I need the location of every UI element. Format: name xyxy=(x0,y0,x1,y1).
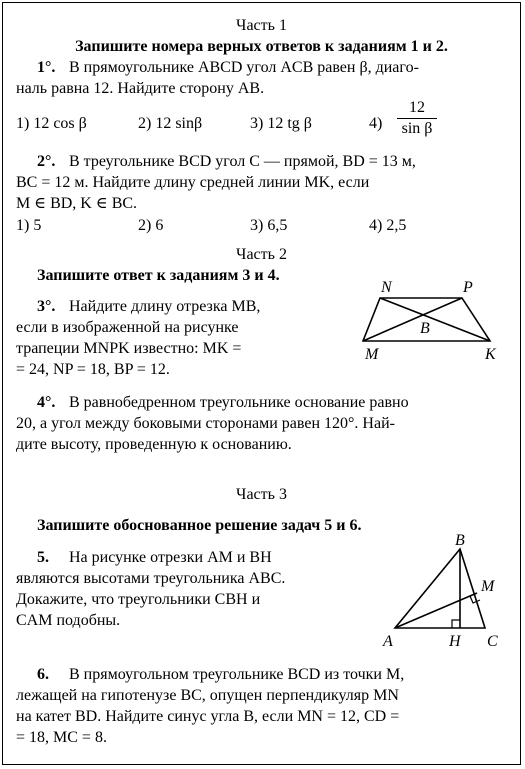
task1-answer-2: 2) 12 sinβ xyxy=(138,115,203,132)
task4-number: 4°. xyxy=(37,394,56,411)
trapezoid-diagonal-nk xyxy=(380,298,490,341)
label-a: A xyxy=(383,633,393,650)
task1-answer-4-label: 4) xyxy=(369,115,383,132)
task5-number: 5. xyxy=(37,549,49,566)
part2-heading: Часть 2 xyxy=(236,246,287,263)
task2-answer-2: 2) 6 xyxy=(138,217,164,234)
label-m: M xyxy=(365,346,379,363)
label-h: H xyxy=(449,633,461,650)
task1-number: 1°. xyxy=(37,59,56,76)
label-c: C xyxy=(487,633,498,650)
fraction-numerator: 12 xyxy=(409,99,425,116)
task2-number: 2°. xyxy=(37,153,56,170)
label-n: N xyxy=(381,279,392,296)
task1-answer-4-fraction xyxy=(397,98,437,139)
task2-line1: В треугольнике BCD угол C — прямой, BD = 13 м, xyxy=(69,153,416,170)
task6-line3: на катет BD. Найдите синус угла B, если MN = 12, CD = xyxy=(16,708,400,725)
task4-line3: дите высоту, проведенную к основанию. xyxy=(16,436,292,453)
task1-answer-1: 1) 12 cos β xyxy=(16,115,87,132)
part1-instruction: Запишите номера верных ответов к заданиям 1 и 2. xyxy=(75,38,448,55)
label-m: M xyxy=(481,578,495,595)
task6-line4: = 18, MC = 8. xyxy=(16,729,107,746)
label-k: K xyxy=(485,346,496,363)
task3-number: 3°. xyxy=(37,298,56,315)
task1-line1: В прямоугольнике ABCD угол ACB равен β, диаго- xyxy=(69,59,419,76)
task2-answer-4: 4) 2,5 xyxy=(369,217,407,234)
task5-line2: являются высотами треугольника ABC. xyxy=(16,570,286,587)
triangle-figure xyxy=(375,533,520,658)
triangle-abc xyxy=(395,549,485,628)
right-angle-mark-h xyxy=(452,620,460,628)
altitude-am xyxy=(395,593,477,628)
task6-line1: В прямоугольном треугольнике BCD из точки M, xyxy=(69,666,405,683)
label-b: B xyxy=(420,320,430,337)
task6-line2: лежащей на гипотенузе BC, опущен перпендикуляр MN xyxy=(16,687,399,704)
task4-line1: В равнобедренном треугольнике основание равно xyxy=(69,394,409,411)
task2-answer-3: 3) 6,5 xyxy=(250,217,288,234)
task3-line2: если в изображенной на рисунке xyxy=(16,319,239,336)
fraction-denominator: sin β xyxy=(401,120,433,137)
task3-line3: трапеции MNPK известно: MK = xyxy=(16,340,242,357)
part2-instruction: Запишите ответ к заданиям 3 и 4. xyxy=(37,267,280,284)
task5-line3: Докажите, что треугольники CBH и xyxy=(16,591,261,608)
part3-heading: Часть 3 xyxy=(236,486,287,503)
task4-line2: 20, а угол между боковыми сторонами равен 120°. Най- xyxy=(16,415,395,432)
label-b: B xyxy=(455,533,465,549)
task6-number: 6. xyxy=(37,666,49,683)
label-p: P xyxy=(463,279,473,296)
task3-line1: Найдите длину отрезка MB, xyxy=(69,298,261,315)
task3-line4: = 24, NP = 18, BP = 12. xyxy=(16,361,170,378)
trapezoid-figure xyxy=(359,275,509,365)
part1-heading: Часть 1 xyxy=(236,17,287,34)
task2-answer-1: 1) 5 xyxy=(16,217,42,234)
part3-instruction: Запишите обоснованное решение задач 5 и 6. xyxy=(37,517,362,534)
task2-line2: BC = 12 м. Найдите длину средней линии MK, если xyxy=(16,174,370,191)
task5-line1: На рисунке отрезки AM и BH xyxy=(69,549,272,566)
task1-answer-3: 3) 12 tg β xyxy=(250,115,312,132)
task5-line4: CAM подобны. xyxy=(16,612,121,629)
task1-line2: наль равна 12. Найдите сторону AB. xyxy=(16,80,265,97)
worksheet-page xyxy=(2,2,521,765)
task2-line3: M ∈ BD, K ∈ BC. xyxy=(16,195,138,212)
